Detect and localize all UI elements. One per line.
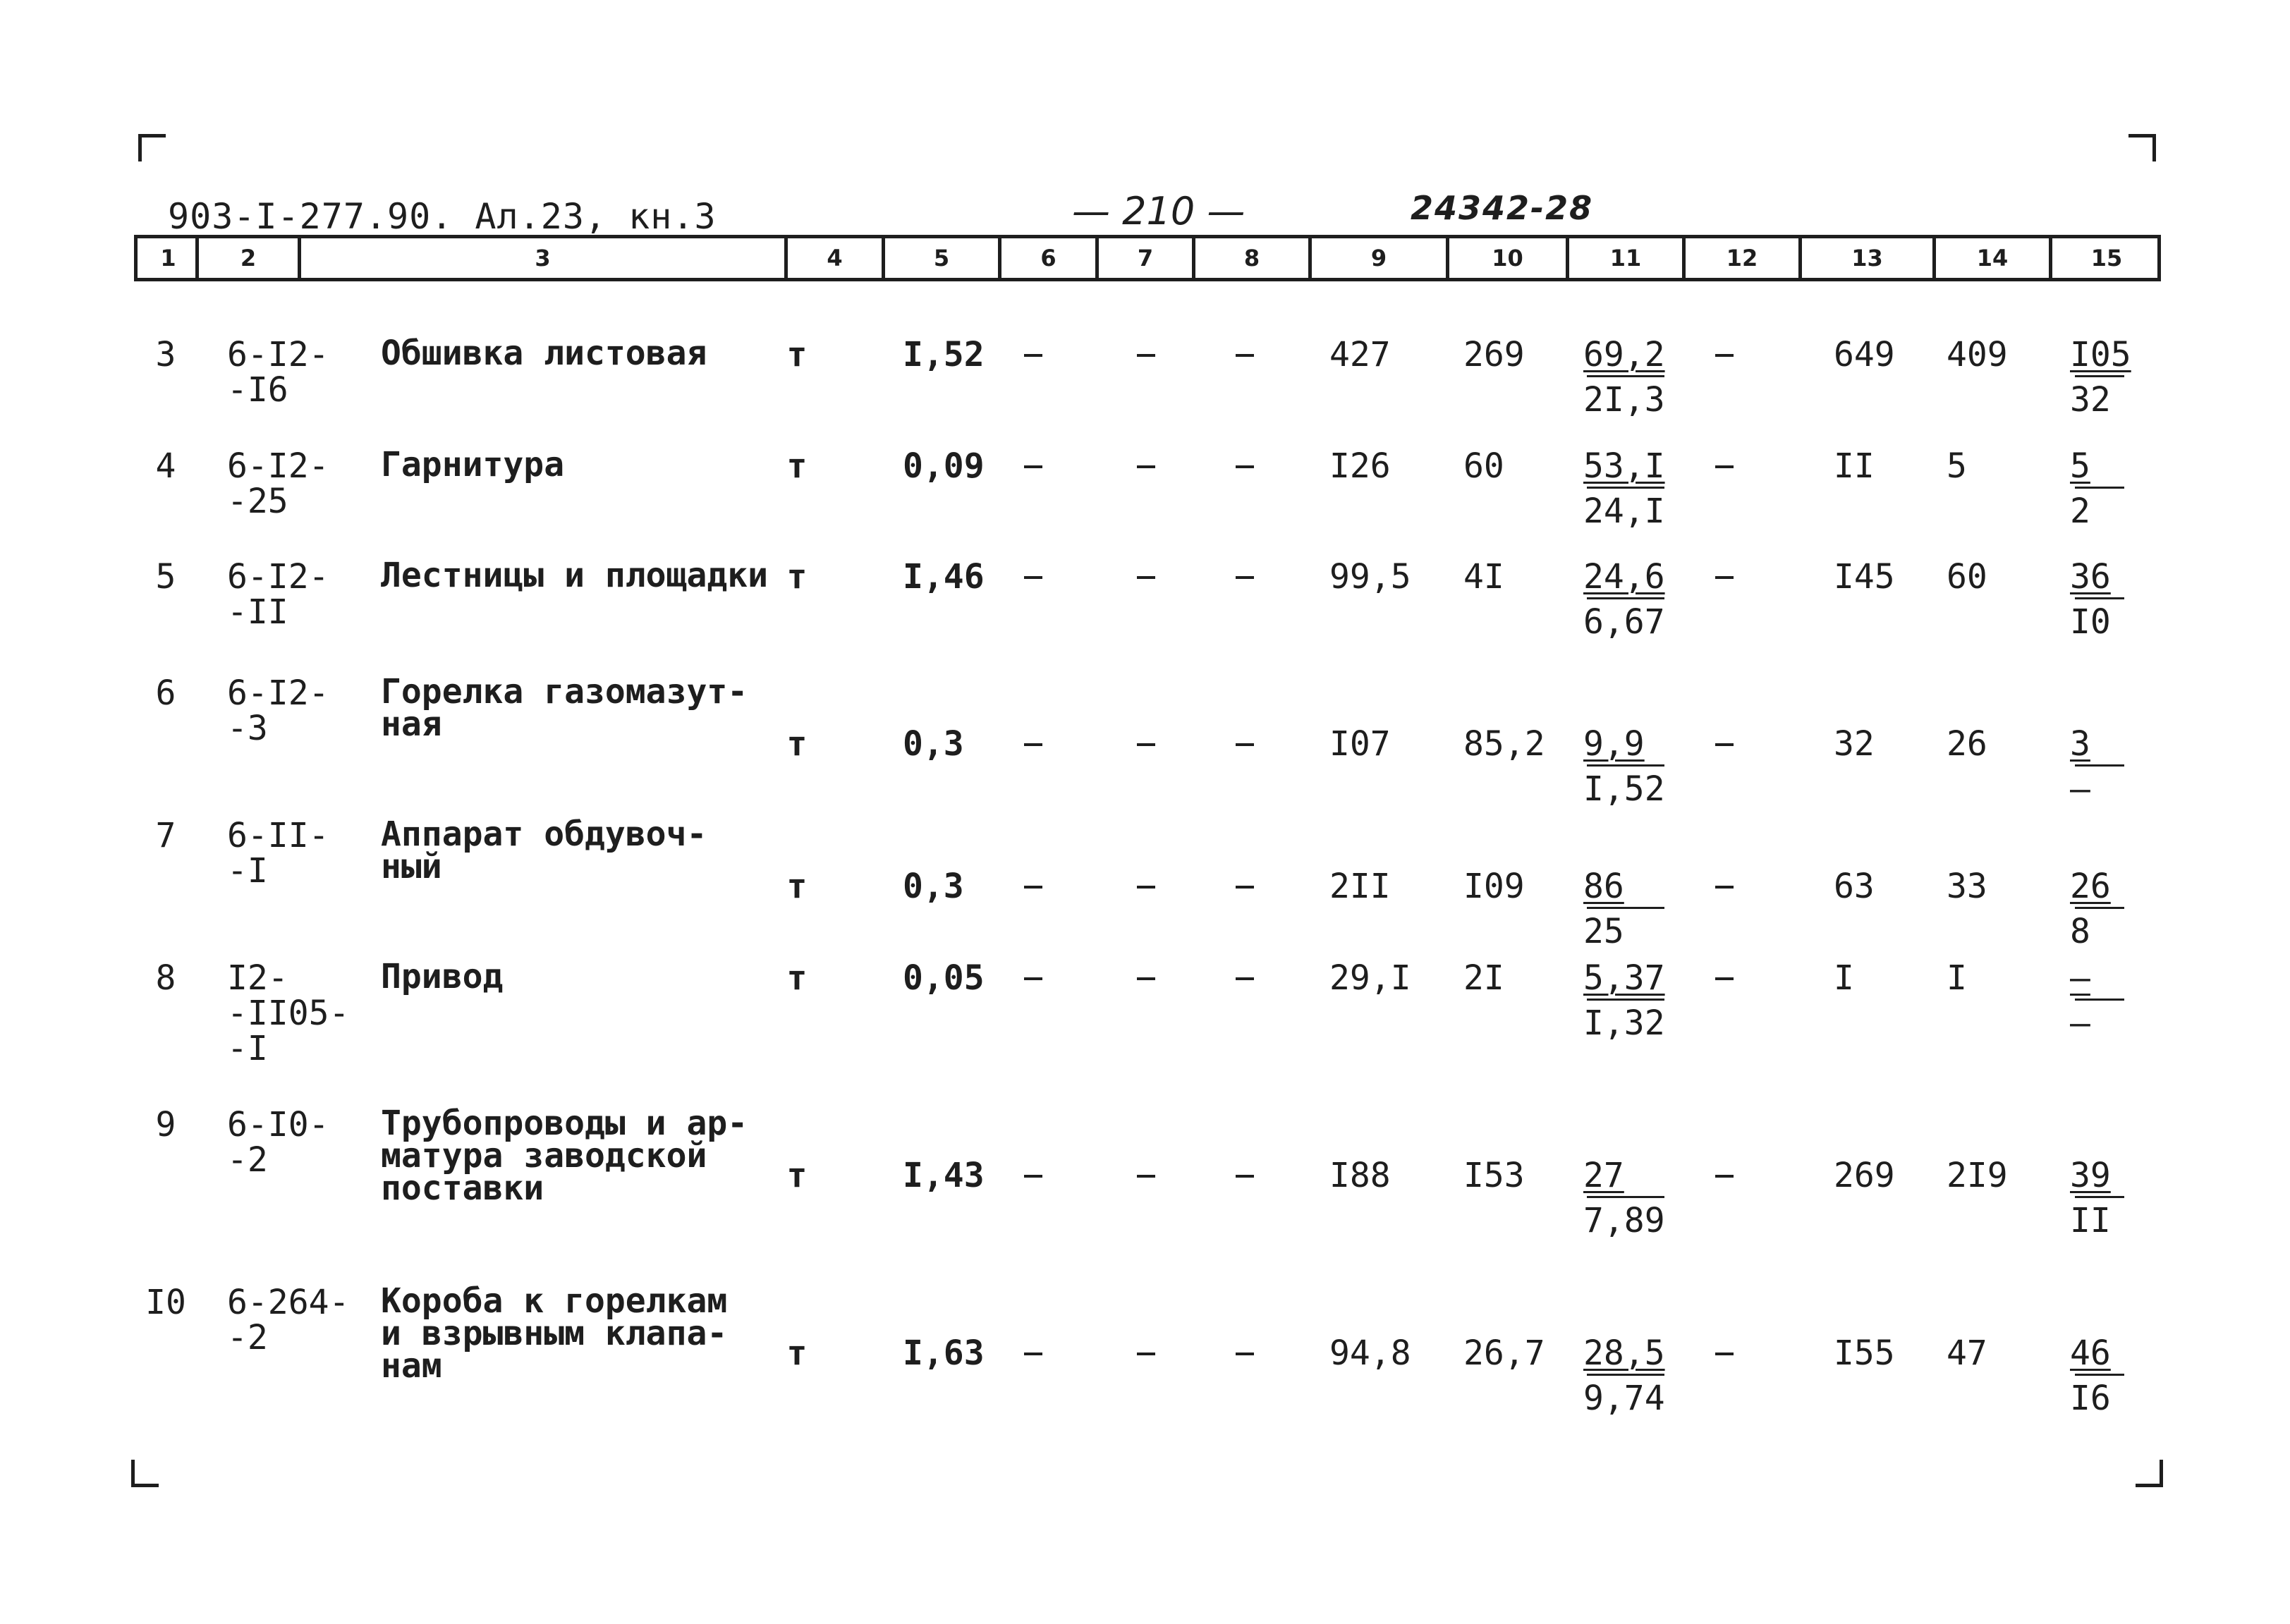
col-15-numerator: 3 (2070, 724, 2090, 764)
column-number-12: 12 (1682, 238, 1798, 278)
corner-mark-top-right (2128, 134, 2156, 161)
col-14-value: 26 (1947, 724, 1987, 764)
col-11-numerator: 53,I (1583, 446, 1665, 486)
col-13-value: I55 (1834, 1333, 1895, 1373)
col-12-dash (1715, 743, 1734, 746)
corner-mark-bottom-left (131, 1460, 159, 1487)
item-name: Гарнитура (381, 445, 565, 484)
col-9-value: I26 (1329, 446, 1391, 486)
col-14-value: I (1947, 958, 1967, 998)
col-15-numerator: 26 (2070, 867, 2111, 906)
item-name: Горелка газомазут- ная (381, 672, 748, 744)
column-number-15: 15 (2049, 238, 2161, 278)
col-12-dash (1715, 465, 1734, 468)
col-10-value: 2I (1463, 958, 1504, 998)
row-number: 4 (155, 446, 176, 486)
unit: т (786, 1333, 808, 1373)
col-8-dash (1236, 886, 1254, 889)
item-name: Трубопроводы и ар- матура заводской поставки (381, 1104, 748, 1208)
col-7-dash (1137, 465, 1155, 468)
col-6-dash (1024, 977, 1042, 980)
col-11-numerator: 27 (1583, 1156, 1624, 1195)
item-name: Короба к горелкам и взрывным клапа- нам (381, 1281, 728, 1386)
col-11-denominator: 24,I (1583, 492, 1665, 531)
col-6-dash (1024, 743, 1042, 746)
col-11-denominator: I,32 (1583, 1003, 1665, 1043)
item-name: Привод (381, 957, 504, 996)
col-11-fraction-bar (1587, 1196, 1664, 1198)
col-13-value: I45 (1834, 557, 1895, 597)
col-15-numerator: – (2070, 958, 2090, 998)
col-15-numerator: I05 (2070, 335, 2131, 374)
col-10-value: 4I (1463, 557, 1504, 597)
col-15-denominator: – (2070, 769, 2090, 809)
col-15-denominator: II (2070, 1201, 2111, 1240)
col-10-value: 26,7 (1463, 1333, 1545, 1373)
col-14-value: 409 (1947, 335, 2008, 374)
col-7-dash (1137, 1353, 1155, 1355)
col-6-dash (1024, 886, 1042, 889)
resource-code: 6-II- -I (227, 816, 329, 891)
column-number-14: 14 (1932, 238, 2049, 278)
col-5-value: I,43 (903, 1156, 985, 1195)
row-number: 9 (155, 1105, 176, 1144)
col-15-denominator: 2 (2070, 492, 2090, 531)
col-15-numerator: 39 (2070, 1156, 2111, 1195)
col-9-value: 2II (1329, 867, 1391, 906)
col-15-fraction-bar (2075, 999, 2124, 1001)
sheet-code: 24342-28 (1411, 189, 1594, 227)
col-12-dash (1715, 977, 1734, 980)
col-11-denominator: 2I,3 (1583, 380, 1665, 420)
col-15-denominator: I0 (2070, 602, 2111, 642)
col-11-fraction-bar (1587, 999, 1664, 1001)
item-name: Лестницы и площадки (381, 556, 769, 595)
col-9-value: 99,5 (1329, 557, 1411, 597)
col-8-dash (1236, 1175, 1254, 1178)
col-7-dash (1137, 576, 1155, 579)
column-number-bar (134, 235, 2161, 281)
resource-code: 6-I0- -2 (227, 1105, 329, 1180)
col-8-dash (1236, 465, 1254, 468)
col-9-value: 94,8 (1329, 1333, 1411, 1373)
col-13-value: II (1834, 446, 1875, 486)
unit: т (786, 958, 808, 998)
col-15-fraction-bar (2075, 764, 2124, 767)
col-15-numerator: 46 (2070, 1333, 2111, 1373)
column-number-6: 6 (998, 238, 1095, 278)
resource-code: 6-I2- -3 (227, 673, 329, 748)
col-15-denominator: 8 (2070, 912, 2090, 951)
col-11-numerator: 86 (1583, 867, 1624, 906)
col-9-value: I07 (1329, 724, 1391, 764)
col-6-dash (1024, 576, 1042, 579)
col-12-dash (1715, 354, 1734, 357)
col-13-value: 32 (1834, 724, 1875, 764)
column-number-2: 2 (195, 238, 298, 278)
col-15-denominator: 32 (2070, 380, 2111, 420)
col-9-value: 29,I (1329, 958, 1411, 998)
col-11-fraction-bar (1587, 487, 1664, 489)
col-11-fraction-bar (1587, 375, 1664, 377)
column-number-1: 1 (160, 245, 176, 271)
col-12-dash (1715, 1353, 1734, 1355)
col-15-fraction-bar (2075, 375, 2124, 377)
col-6-dash (1024, 354, 1042, 357)
col-7-dash (1137, 886, 1155, 889)
row-number: I0 (145, 1283, 186, 1322)
column-number-9: 9 (1308, 238, 1446, 278)
col-15-fraction-bar (2075, 1374, 2124, 1376)
col-15-fraction-bar (2075, 1196, 2124, 1198)
col-13-value: 63 (1834, 867, 1875, 906)
item-name: Обшивка листовая (381, 334, 707, 373)
row-number: 5 (155, 557, 176, 597)
page-number: — 210 — (1072, 189, 1246, 233)
col-5-value: I,63 (903, 1333, 985, 1373)
col-7-dash (1137, 743, 1155, 746)
col-11-denominator: I,52 (1583, 769, 1665, 809)
col-8-dash (1236, 977, 1254, 980)
col-8-dash (1236, 743, 1254, 746)
resource-code: 6-264- -2 (227, 1283, 350, 1357)
col-7-dash (1137, 977, 1155, 980)
item-name: Аппарат обдувоч- ный (381, 814, 707, 886)
col-11-numerator: 28,5 (1583, 1333, 1665, 1373)
resource-code: 6-I2- -II (227, 557, 329, 632)
col-15-numerator: 5 (2070, 446, 2090, 486)
col-6-dash (1024, 465, 1042, 468)
column-number-3: 3 (298, 238, 784, 278)
col-15-fraction-bar (2075, 907, 2124, 909)
column-number-10: 10 (1446, 238, 1566, 278)
col-10-value: I09 (1463, 867, 1525, 906)
col-15-denominator: I6 (2070, 1379, 2111, 1418)
col-9-value: I88 (1329, 1156, 1391, 1195)
col-15-fraction-bar (2075, 487, 2124, 489)
col-14-value: 2I9 (1947, 1156, 2008, 1195)
column-number-13: 13 (1798, 238, 1932, 278)
col-11-fraction-bar (1587, 907, 1664, 909)
col-10-value: 85,2 (1463, 724, 1545, 764)
unit: т (786, 724, 808, 764)
row-number: 3 (155, 335, 176, 374)
resource-code: 6-I2- -I6 (227, 335, 329, 410)
col-11-fraction-bar (1587, 1374, 1664, 1376)
col-5-value: 0,3 (903, 724, 964, 764)
col-14-value: 47 (1947, 1333, 1987, 1373)
col-11-fraction-bar (1587, 597, 1664, 599)
col-12-dash (1715, 576, 1734, 579)
row-number: 6 (155, 673, 176, 713)
col-6-dash (1024, 1175, 1042, 1178)
col-8-dash (1236, 1353, 1254, 1355)
col-5-value: 0,09 (903, 446, 985, 486)
col-12-dash (1715, 1175, 1734, 1178)
row-number: 7 (155, 816, 176, 855)
col-10-value: I53 (1463, 1156, 1525, 1195)
col-14-value: 60 (1947, 557, 1987, 597)
col-11-denominator: 9,74 (1583, 1379, 1665, 1418)
col-11-numerator: 5,37 (1583, 958, 1665, 998)
column-number-11: 11 (1566, 238, 1682, 278)
col-11-numerator: 9,9 (1583, 724, 1645, 764)
col-5-value: 0,05 (903, 958, 985, 998)
document-code: 903-I-277.90. Ал.23, кн.3 (168, 196, 717, 237)
col-11-denominator: 25 (1583, 912, 1624, 951)
col-11-denominator: 7,89 (1583, 1201, 1665, 1240)
unit: т (786, 446, 808, 486)
col-15-denominator: – (2070, 1003, 2090, 1043)
col-11-numerator: 24,6 (1583, 557, 1665, 597)
column-number-4: 4 (784, 238, 882, 278)
col-7-dash (1137, 354, 1155, 357)
col-11-fraction-bar (1587, 764, 1664, 767)
col-11-denominator: 6,67 (1583, 602, 1665, 642)
corner-mark-top-left (138, 134, 166, 161)
col-13-value: I (1834, 958, 1854, 998)
row-number: 8 (155, 958, 176, 998)
col-10-value: 60 (1463, 446, 1504, 486)
col-6-dash (1024, 1353, 1042, 1355)
col-11-numerator: 69,2 (1583, 335, 1665, 374)
col-13-value: 269 (1834, 1156, 1895, 1195)
col-8-dash (1236, 354, 1254, 357)
column-number-5: 5 (882, 238, 998, 278)
col-8-dash (1236, 576, 1254, 579)
col-15-fraction-bar (2075, 597, 2124, 599)
unit: т (786, 335, 808, 374)
column-number-8: 8 (1192, 238, 1308, 278)
col-10-value: 269 (1463, 335, 1525, 374)
resource-code: 6-I2- -25 (227, 446, 329, 521)
unit: т (786, 867, 808, 906)
col-13-value: 649 (1834, 335, 1895, 374)
unit: т (786, 557, 808, 597)
corner-mark-bottom-right (2136, 1460, 2163, 1487)
col-5-value: 0,3 (903, 867, 964, 906)
column-number-7: 7 (1095, 238, 1192, 278)
col-5-value: I,52 (903, 335, 985, 374)
col-14-value: 5 (1947, 446, 1967, 486)
col-9-value: 427 (1329, 335, 1391, 374)
col-12-dash (1715, 886, 1734, 889)
resource-code: I2- -II05- -I (227, 958, 350, 1068)
unit: т (786, 1156, 808, 1195)
col-15-numerator: 36 (2070, 557, 2111, 597)
col-7-dash (1137, 1175, 1155, 1178)
col-5-value: I,46 (903, 557, 985, 597)
col-14-value: 33 (1947, 867, 1987, 906)
